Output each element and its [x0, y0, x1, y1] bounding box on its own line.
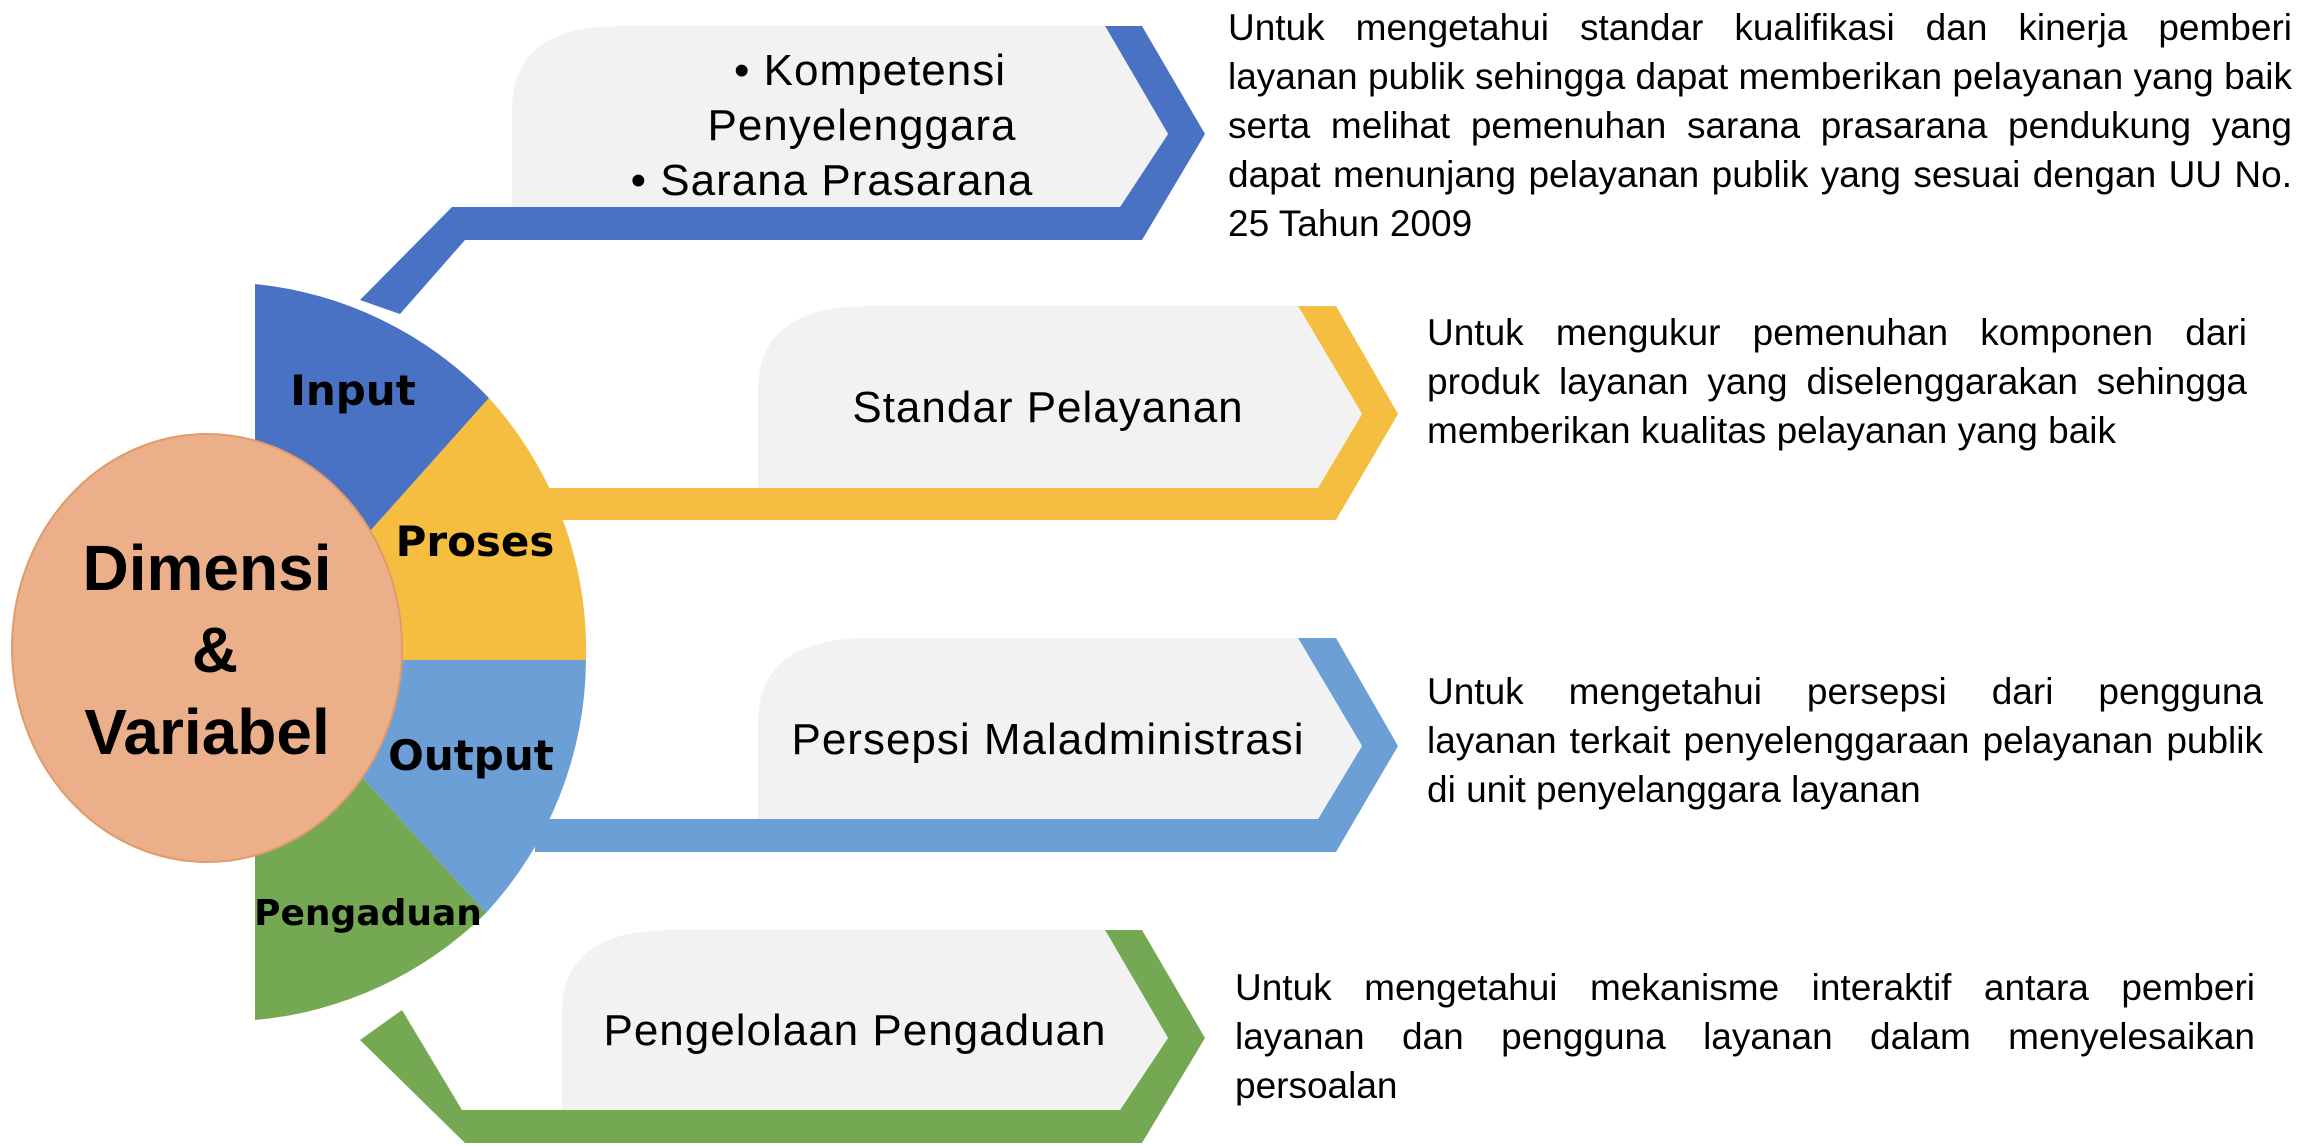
input-box-line-2: Penyelenggara: [707, 101, 1017, 150]
input-box-line-1: • Kompetensi: [734, 46, 1006, 95]
proses-label-box: [758, 306, 1362, 488]
output-label-box: [758, 638, 1362, 819]
output-description: Untuk mengetahui persepsi dari pengguna layanan terkait penyelenggaraan pelayanan publik di unit penyelanggara layanan: [1427, 671, 2263, 810]
center-label-line-2: &: [191, 614, 239, 686]
input-label-box: [512, 26, 1168, 207]
sector-label-input: Input: [290, 366, 416, 415]
proses-description: Untuk mengukur pemenuhan komponen dari produk layanan yang diselenggarakan sehingga memberikan kualitas pelayanan yang baik: [1427, 312, 2247, 451]
output-box-line-1: Persepsi Maladministrasi: [791, 715, 1305, 764]
sector-label-output: Output: [388, 731, 554, 780]
sector-label-proses: Proses: [395, 517, 555, 566]
center-label-line-3: Variabel: [84, 696, 330, 768]
pengaduan-box-line-1: Pengelolaan Pengaduan: [603, 1006, 1107, 1055]
input-box-line-3: • Sarana Prasarana: [630, 156, 1034, 205]
pengaduan-label-box: [562, 930, 1168, 1110]
sector-label-pengaduan: Pengaduan: [254, 893, 482, 934]
input-description: Untuk mengetahui standar kualifikasi dan kinerja pemberi layanan publik sehingga dapat memberikan pelayanan yang baik serta melihat pemenuhan sarana prasarana pendukung yang dapat menunjang pelayanan publik yang sesuai dengan UU No. 25 Tahun 2009: [1228, 7, 2292, 244]
proses-box-line-1: Standar Pelayanan: [852, 383, 1244, 432]
pengaduan-description: Untuk mengetahui mekanisme interaktif antara pemberi layanan dan pengguna layanan dalam menyelesaikan persoalan: [1235, 967, 2255, 1106]
center-label-line-1: Dimensi: [82, 532, 332, 604]
